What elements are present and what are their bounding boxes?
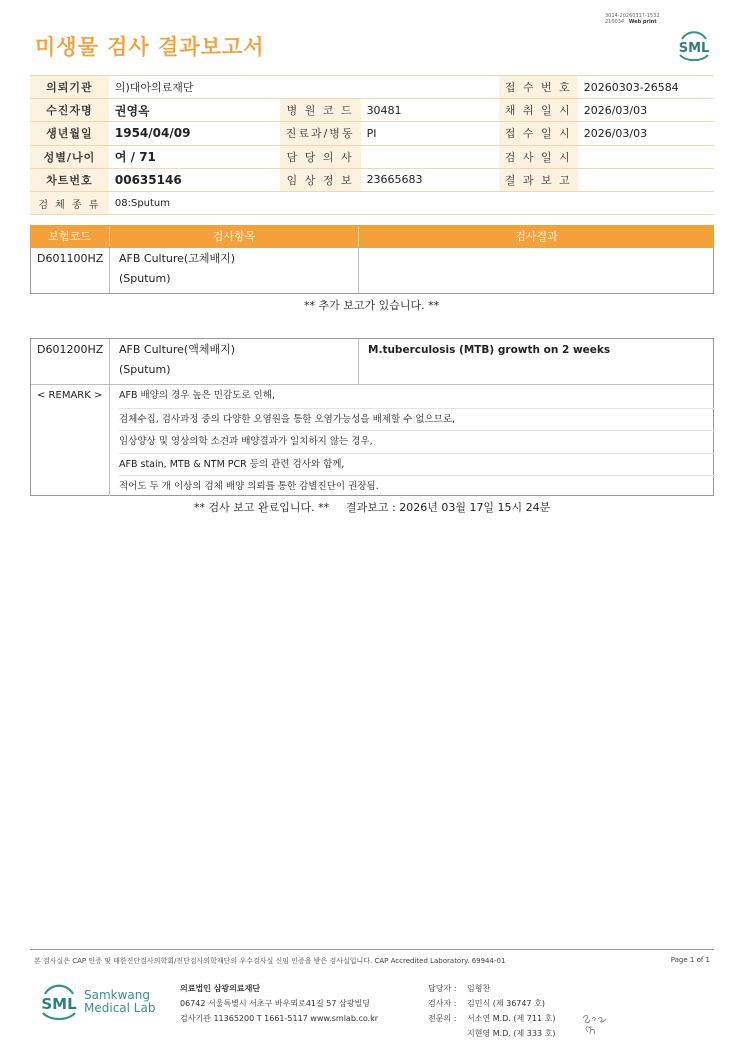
footer-divider: [30, 949, 714, 950]
test-code: D601200HZ: [37, 343, 104, 356]
label-department: 진료과/병동: [280, 122, 361, 145]
page-title: 미생물 검사 결과보고서: [35, 35, 265, 59]
patient-row: [30, 168, 714, 191]
label-sex-age: 성별/나이: [30, 145, 109, 168]
column-divider: [109, 248, 110, 293]
page-number: Page 1 of 1: [670, 956, 710, 964]
additional-report-note: ** 추가 보고가 있습니다. **: [304, 299, 440, 312]
staff-name: 임형찬: [467, 984, 491, 993]
label-clinical-info: 임 상 정 보: [280, 168, 361, 191]
brand-name: [84, 989, 155, 1015]
staff-role: 전문의 :: [428, 1014, 457, 1023]
label-result-report: 결 과 보 고: [499, 168, 578, 191]
test-row: [30, 248, 714, 294]
value-received-date: 2026/03/03: [578, 122, 714, 145]
header-test-result: 검사결과: [515, 230, 558, 243]
patient-info-table: [30, 75, 714, 215]
header-insurance-code: 보험코드: [48, 230, 91, 243]
signature-icon: [580, 1010, 610, 1038]
value-accession-number: 20260303-26584: [578, 76, 714, 99]
results-header: [30, 225, 714, 248]
value-birth-date: 1954/04/09: [109, 122, 280, 145]
value-patient-name: 권영옥: [109, 99, 280, 122]
staff-name: 지현영 M.D. (제 333 호): [467, 1029, 556, 1038]
patient-row: [30, 99, 714, 122]
value-department: PI: [361, 122, 499, 145]
patient-row: [30, 122, 714, 145]
document-code: [605, 13, 660, 25]
label-birth-date: 생년월일: [30, 122, 109, 145]
report-time: 결과보고 : 2026년 03월 17일 15시 24분: [346, 501, 551, 514]
value-hospital-code: 30481: [361, 99, 499, 122]
test-row: [30, 338, 714, 496]
staff-name: 김민식 (제 36747 호): [467, 999, 545, 1008]
label-physician: 담 당 의 사: [280, 145, 361, 168]
value-clinical-info: 23665683: [361, 168, 499, 191]
remark-line: 임상양상 및 영상의학 소견과 배양결과가 일치하지 않는 경우,: [119, 430, 715, 453]
staff-role: [428, 1026, 467, 1041]
column-divider: [109, 385, 110, 496]
patient-row: [30, 191, 714, 214]
label-specimen-type: 검 체 종 류: [30, 191, 109, 214]
remark-label: < REMARK >: [37, 390, 103, 401]
column-divider: [358, 248, 359, 293]
patient-row: [30, 76, 714, 99]
column-divider: [109, 339, 110, 384]
staff-row: [428, 996, 555, 1011]
logo-text: SML: [678, 41, 710, 56]
value-chart-number: 00635146: [109, 168, 280, 191]
test-result: M.tuberculosis (MTB) growth on 2 weeks: [368, 344, 611, 356]
sml-logo-icon: [674, 27, 714, 63]
staff-row: [428, 1011, 555, 1026]
organization-name: 의료법인 삼광의료재단: [180, 984, 261, 993]
remark-line: AFB 배양의 경우 높은 민감도로 인해,: [119, 390, 275, 401]
staff-role: 검사자 :: [428, 999, 457, 1008]
value-physician: [361, 145, 499, 168]
header-test-item: 검사항목: [212, 230, 256, 243]
staff-row: [428, 1026, 555, 1041]
test-item-name: AFB Culture(고체배지): [119, 252, 236, 265]
staff-role: 담당자 :: [428, 984, 457, 993]
staff-row: [428, 981, 555, 996]
patient-row: [30, 145, 714, 168]
remark-section: [31, 384, 713, 496]
certification-text: 본 검사실은 CAP 인증 및 대한진단검사의학회/진단검사의학재단의 우수검사실 신임 인증을 받은 검사실입니다. CAP Accredited Laboratory. 69944-01: [34, 957, 506, 965]
value-test-date: [578, 145, 714, 168]
label-patient-name: 수진자명: [30, 99, 109, 122]
test-item-specimen: (Sputum): [119, 272, 171, 285]
test-code: D601100HZ: [37, 252, 104, 265]
value-result-report: [578, 168, 714, 191]
value-collection-date: 2026/03/03: [578, 99, 714, 122]
staff-info: [428, 981, 555, 1041]
brand-line2: Medical Lab: [84, 1001, 156, 1015]
organization-contact: 검사기관 11365200 T 1661-5117 www.smlab.co.kr: [180, 1014, 379, 1023]
staff-name: 서소연 M.D. (제 711 호): [467, 1014, 556, 1023]
organization-info: [180, 981, 378, 1026]
logo-text: SML: [41, 995, 77, 1013]
column-divider: [358, 339, 359, 384]
report-complete-note: ** 검사 보고 완료입니다. **: [194, 501, 330, 514]
remark-line: AFB stain, MTB & NTM PCR 등의 관련 검사와 함께,: [119, 453, 715, 476]
label-collection-date: 채 취 일 시: [499, 99, 578, 122]
test-item-name: AFB Culture(액체배지): [119, 343, 236, 356]
value-specimen-type: 08:Sputum: [109, 191, 714, 214]
label-requesting-org: 의뢰기관: [30, 76, 109, 99]
label-received-date: 접 수 일 시: [499, 122, 578, 145]
label-hospital-code: 병 원 코 드: [280, 99, 361, 122]
sml-logo-icon: [36, 980, 82, 1022]
label-test-date: 검 사 일 시: [499, 145, 578, 168]
document-code-line1: 3014-20260317-1532: [605, 13, 660, 19]
label-chart-number: 차트번호: [30, 168, 109, 191]
test-item-specimen: (Sputum): [119, 363, 171, 376]
remark-line: 적어도 두 개 이상의 검체 배양 의뢰를 통한 감별진단이 권장됨.: [119, 475, 715, 498]
label-accession-number: 접 수 번 호: [499, 76, 578, 99]
organization-address: 06742 서울특별시 서초구 바우뫼로41길 57 삼광빌딩: [180, 999, 370, 1008]
document-code-line2: 210034 Web print: [605, 19, 657, 25]
value-requesting-org: 의)대아의료재단: [109, 76, 499, 99]
brand-line1: Samkwang: [84, 988, 150, 1002]
value-sex-age: 여 / 71: [109, 145, 280, 168]
remark-line: 검체수집, 검사과정 중의 다양한 오염원을 통한 오염가능성을 배제할 수 없으므로,: [119, 408, 715, 431]
web-print-label: Web print: [628, 19, 657, 25]
